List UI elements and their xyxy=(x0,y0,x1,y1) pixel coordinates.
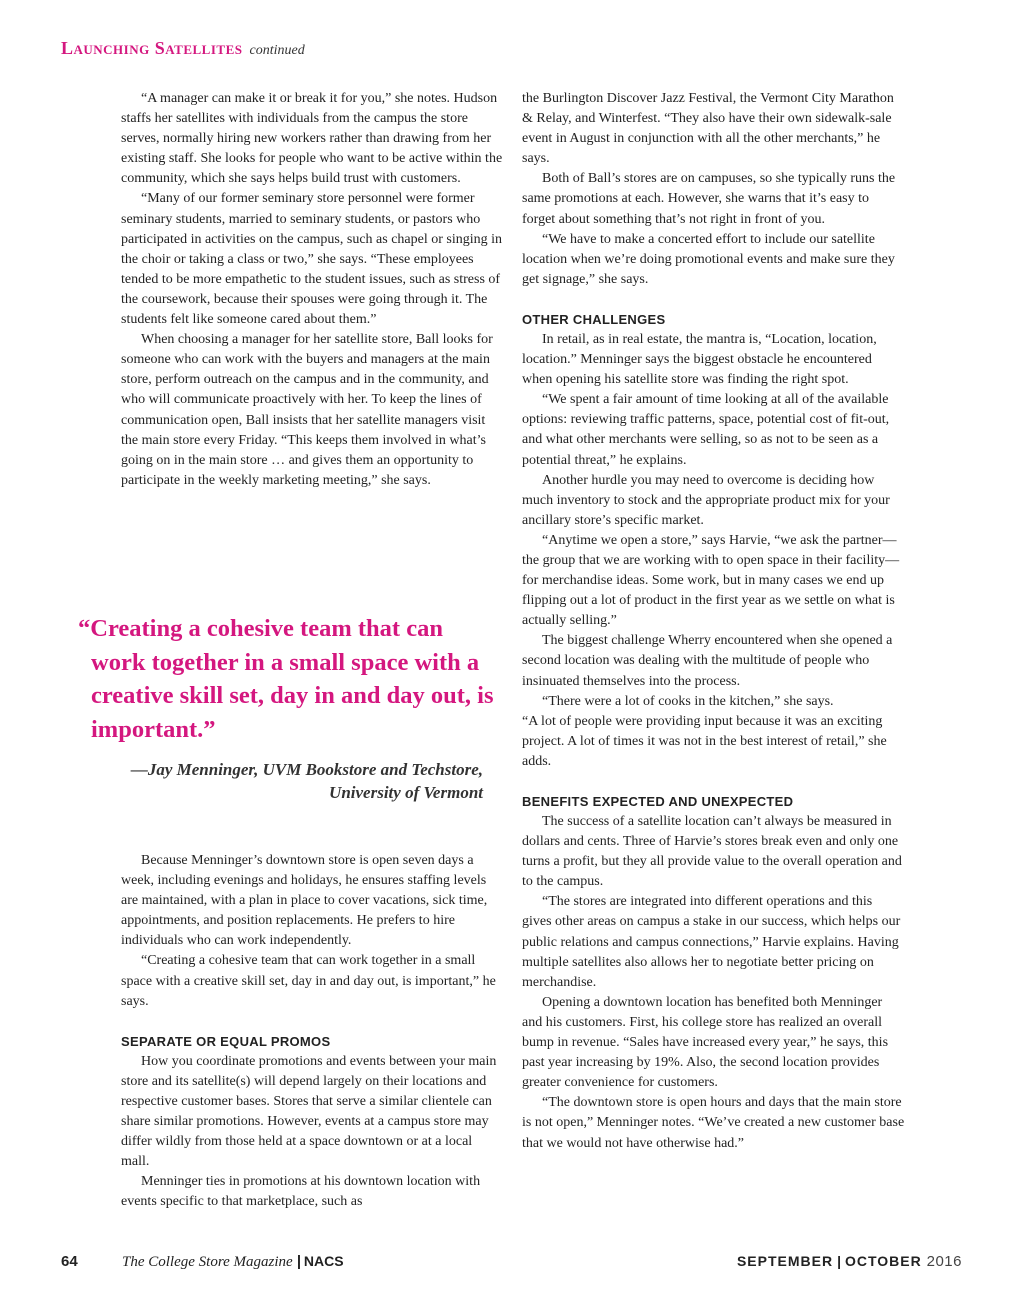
issue-year: 2016 xyxy=(926,1253,962,1270)
paragraph: Because Menninger’s downtown store is open seven days a week, including evenings and holidays, he ensures staffing levels are maintained, with a plan in place to cover vacations, sick time, appointments, and position replacements. He prefers to hire individuals who can work independently. xyxy=(121,853,488,949)
footer-separator: | xyxy=(296,1253,301,1270)
section-heading: BENEFITS EXPECTED AND UNEXPECTED xyxy=(522,794,794,809)
left-column-top xyxy=(121,89,503,491)
paragraph: How you coordinate promotions and events between your main store and its satellite(s) will depend largely on their locations and respective customer bases. Stores that serve a similar clientele can share similar promotions. However, events at a campus store may differ wildly from those held at a space downtown or at a local mall. xyxy=(121,1053,497,1170)
page-number: 64 xyxy=(61,1253,78,1270)
pull-quote-text: “Creating a cohesive team that can work together in a small space with a creative skill set, day in and day out, is important.” xyxy=(78,615,494,743)
paragraph: “Creating a cohesive team that can work together in a small space with a creative skill set, day in and day out, is important,” he says. xyxy=(121,953,496,1009)
paragraph: Opening a downtown location has benefited both Menninger and his customers. First, his college store has realized an overall bump in revenue. “Sales have increased every year,” he says, this past year increasing by 19%. Also, the second location provides greater convenience for customers. xyxy=(522,994,889,1091)
paragraph: The success of a satellite location can’t always be measured in dollars and cents. Three of Harvie’s stores break even and only one turns a profit, but they all provide value to the overall operation and to the campus. xyxy=(522,814,902,890)
paragraph: The biggest challenge Wherry encountered when she opened a second location was dealing with the multitude of people who insinuated themselves into the process. xyxy=(522,633,893,689)
paragraph: “The stores are integrated into different operations and this gives other areas on campus a stake in our success, which helps our public relations and campus connections,” Harvie explains. Having multiple satellites also allows her to negotiate better pricing on merchandise. xyxy=(522,894,901,990)
paragraph: “Anytime we open a store,” says Harvie, “we ask the partner—the group that we are working with to open space in their facility—for merchandise ideas. Some work, but in many cases we end up flipping out a lot of product in the first year as we settle on what is actually selling.” xyxy=(522,532,900,629)
attribution-institution: University of Vermont xyxy=(329,783,483,802)
paragraph: “A manager can make it or break it for you,” she notes. Hudson staffs her satellites with individuals from the campus the store serves, normally hiring new workers rather than drawing from her existing staff. She looks for people who want to be active within the community, which she says helps build trust with customers. xyxy=(121,91,503,187)
issue-month-1: SEPTEMBER xyxy=(736,1253,834,1269)
continued-label: continued xyxy=(249,43,305,58)
publisher-name: NACS xyxy=(303,1253,344,1269)
magazine-title: The College Store Magazine xyxy=(122,1254,293,1270)
left-column-bottom xyxy=(121,851,503,1213)
section-title: Launching Satellites xyxy=(61,38,243,58)
right-column xyxy=(522,89,905,1154)
issue-date xyxy=(737,1253,962,1270)
paragraph: “A lot of people were providing input because it was an exciting project. A lot of times it was not in the best interest of retail,” she adds. xyxy=(522,713,887,769)
paragraph: “Many of our former seminary store personnel were former seminary students, married to seminary students, or pastors who participated in activities on the campus, such as chapel or singing in the choir or taking a class or two,” she says. “These employees tended to be more empathetic to the student issues, such as stress of the coursework, because their spouses were going through it. The students felt like someone cared about them.” xyxy=(121,191,503,328)
pull-quote xyxy=(78,612,498,804)
page-footer xyxy=(0,1253,1024,1275)
paragraph: In retail, as in real estate, the mantra is, “Location, location, location.” Menninger says the biggest obstacle he encountered when opening his satellite store was finding the right spot. xyxy=(522,331,877,388)
paragraph: Another hurdle you may need to overcome is deciding how much inventory to stock and the appropriate product mix for your ancillary store’s specific market. xyxy=(522,472,890,528)
paragraph: “The downtown store is open hours and days that the main store is not open,” Menninger notes. “We’ve created a new customer base that we would not have otherwise had.” xyxy=(522,1095,905,1151)
pull-quote-attribution xyxy=(78,758,483,804)
issue-month-2: OCTOBER xyxy=(844,1253,922,1269)
attribution-name: —Jay Menninger, UVM Bookstore and Techstore, xyxy=(130,760,483,779)
paragraph: “There were a lot of cooks in the kitchen,” she says. xyxy=(542,693,834,709)
paragraph: the Burlington Discover Jazz Festival, the Vermont City Marathon & Relay, and Winterfest. “They also have their own sidewalk-sale event in August in conjunction with all the other merchants,” he says. xyxy=(522,91,894,167)
running-header xyxy=(61,38,305,59)
paragraph: Menninger ties in promotions at his downtown location with events specific to that marketplace, such as xyxy=(121,1174,481,1210)
paragraph: Both of Ball’s stores are on campuses, so she typically runs the same promotions at each. However, she warns that it’s easy to forget about something that’s not right in front of you. xyxy=(522,171,896,227)
paragraph: “We have to make a concerted effort to include our satellite location when we’re doing promotional events and make sure they get signage,” she says. xyxy=(522,231,895,287)
section-heading: SEPARATE OR EQUAL PROMOS xyxy=(121,1033,331,1049)
date-separator: | xyxy=(837,1253,842,1269)
magazine-name xyxy=(122,1253,344,1271)
section-heading: OTHER CHALLENGES xyxy=(522,311,666,327)
paragraph: “We spent a fair amount of time looking at all of the available options: reviewing traffic patterns, space, potential cost of fit-out, and what other merchants were selling, so as not to be seen as a potential threat,” he explains. xyxy=(522,392,890,468)
paragraph: When choosing a manager for her satellite store, Ball looks for someone who can work with the buyers and managers at the main store, perform outreach on the campus and in the community, and who will communicate proactively with her. To keep the lines of communication open, Ball insists that her satellite managers visit the main store every Friday. “This keeps them involved in what’s going on in the main store … and gives them an opportunity to participate in the weekly marketing meeting,” she says. xyxy=(121,332,493,488)
